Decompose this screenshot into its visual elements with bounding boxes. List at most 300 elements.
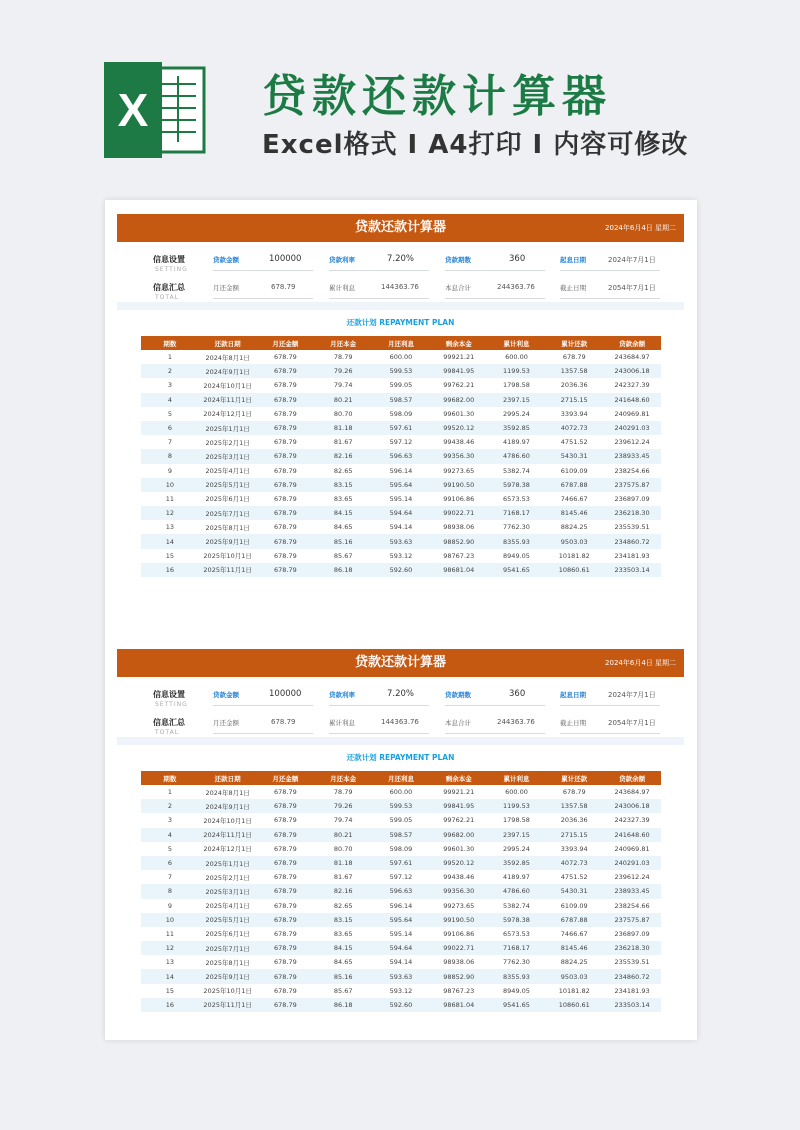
monthly-key: 月还金额 xyxy=(213,719,239,727)
table-cell: 98852.90 xyxy=(430,534,488,548)
table-cell: 2036.36 xyxy=(545,378,603,392)
loan-amount-key: 贷款金额 xyxy=(213,256,239,264)
table-cell: 2 xyxy=(141,364,199,378)
table-cell: 240291.03 xyxy=(603,856,661,870)
table-cell: 1798.58 xyxy=(488,378,546,392)
start-date-key: 起息日期 xyxy=(560,691,586,699)
table-cell: 595.14 xyxy=(372,927,430,941)
table-cell: 99273.65 xyxy=(430,899,488,913)
plan-title: 还款计划 REPAYMENT PLAN xyxy=(346,753,455,762)
table-cell: 240291.03 xyxy=(603,421,661,435)
table-cell: 599.05 xyxy=(372,813,430,827)
table-cell: 7466.67 xyxy=(545,492,603,506)
table-cell: 8145.46 xyxy=(545,506,603,520)
table-cell: 594.64 xyxy=(372,941,430,955)
start-date-cell[interactable] xyxy=(560,685,660,706)
total-sub: TOTAL xyxy=(155,729,180,736)
table-cell: 236218.30 xyxy=(603,941,661,955)
table-cell: 11 xyxy=(141,492,199,506)
table-cell: 10 xyxy=(141,478,199,492)
loan-amount-value: 100000 xyxy=(269,689,302,699)
table-cell: 8 xyxy=(141,449,199,463)
table-cell: 2024年8月1日 xyxy=(199,350,257,364)
table-cell: 241648.60 xyxy=(603,393,661,407)
interest-cell xyxy=(329,278,429,299)
loan-term-cell[interactable] xyxy=(445,250,545,271)
column-header: 月还本金 xyxy=(314,336,372,350)
end-date-value: 2054年7月1日 xyxy=(608,719,656,727)
table-cell: 99921.21 xyxy=(430,785,488,799)
loan-term-cell[interactable] xyxy=(445,685,545,706)
repayment-table xyxy=(141,771,661,1012)
table-cell: 78.79 xyxy=(314,350,372,364)
table-cell: 99841.95 xyxy=(430,799,488,813)
table-cell: 80.70 xyxy=(314,407,372,421)
table-cell: 678.79 xyxy=(257,785,315,799)
table-cell: 2024年9月1日 xyxy=(199,364,257,378)
table-cell: 79.74 xyxy=(314,378,372,392)
table-cell: 235539.51 xyxy=(603,955,661,969)
loan-term-key: 贷款期数 xyxy=(445,256,471,264)
table-cell: 234860.72 xyxy=(603,969,661,983)
table-cell: 238254.66 xyxy=(603,899,661,913)
table-cell: 594.64 xyxy=(372,506,430,520)
loan-amount-value: 100000 xyxy=(269,254,302,264)
table-cell: 6 xyxy=(141,856,199,870)
table-cell: 83.15 xyxy=(314,913,372,927)
table-cell: 678.79 xyxy=(257,364,315,378)
table-row xyxy=(141,449,661,463)
table-cell: 597.61 xyxy=(372,856,430,870)
table-cell: 2025年10月1日 xyxy=(199,549,257,563)
table-cell: 3592.85 xyxy=(488,421,546,435)
loan-rate-cell[interactable] xyxy=(329,250,429,271)
table-cell: 82.65 xyxy=(314,464,372,478)
table-row xyxy=(141,799,661,813)
table-body xyxy=(141,350,661,577)
table-row xyxy=(141,870,661,884)
sheet-date: 2024年6月4日 星期二 xyxy=(605,659,676,667)
table-cell: 85.16 xyxy=(314,534,372,548)
table-cell: 594.14 xyxy=(372,520,430,534)
table-cell: 79.26 xyxy=(314,799,372,813)
table-cell: 2024年11月1日 xyxy=(199,828,257,842)
table-cell: 2025年2月1日 xyxy=(199,435,257,449)
table-cell: 85.16 xyxy=(314,969,372,983)
settings-sub: SETTING xyxy=(155,701,188,708)
table-cell: 98852.90 xyxy=(430,969,488,983)
table-cell: 80.21 xyxy=(314,393,372,407)
table-cell: 7762.30 xyxy=(488,520,546,534)
table-cell: 234860.72 xyxy=(603,534,661,548)
table-cell: 10181.82 xyxy=(545,549,603,563)
table-cell: 678.79 xyxy=(257,506,315,520)
start-date-cell[interactable] xyxy=(560,250,660,271)
table-cell: 2715.15 xyxy=(545,393,603,407)
end-date-key: 截止日期 xyxy=(560,719,586,727)
table-cell: 234181.93 xyxy=(603,549,661,563)
table-cell: 233503.14 xyxy=(603,563,661,577)
table-cell: 2025年8月1日 xyxy=(199,955,257,969)
table-cell: 593.63 xyxy=(372,969,430,983)
table-cell: 8949.05 xyxy=(488,984,546,998)
total-label: 信息汇总 xyxy=(153,718,185,727)
table-cell: 678.79 xyxy=(257,520,315,534)
table-cell: 2025年10月1日 xyxy=(199,984,257,998)
table-cell: 5430.31 xyxy=(545,449,603,463)
table-row xyxy=(141,350,661,364)
table-cell: 10860.61 xyxy=(545,998,603,1012)
table-row xyxy=(141,393,661,407)
table-cell: 599.53 xyxy=(372,364,430,378)
table-cell: 13 xyxy=(141,520,199,534)
table-cell: 3592.85 xyxy=(488,856,546,870)
table-cell: 7 xyxy=(141,870,199,884)
table-row xyxy=(141,520,661,534)
settings-row xyxy=(117,250,684,278)
table-cell: 599.05 xyxy=(372,378,430,392)
table-cell: 78.79 xyxy=(314,785,372,799)
table-cell: 598.09 xyxy=(372,842,430,856)
table-cell: 600.00 xyxy=(372,350,430,364)
table-cell: 99273.65 xyxy=(430,464,488,478)
interest-value: 144363.76 xyxy=(381,283,419,291)
table-cell: 238933.45 xyxy=(603,449,661,463)
table-cell: 599.53 xyxy=(372,799,430,813)
table-cell: 597.12 xyxy=(372,870,430,884)
table-cell: 5430.31 xyxy=(545,884,603,898)
table-cell: 84.15 xyxy=(314,941,372,955)
page-title: 贷款还款计算器 xyxy=(262,71,612,122)
table-row xyxy=(141,984,661,998)
table-cell: 4189.97 xyxy=(488,435,546,449)
table-cell: 8355.93 xyxy=(488,969,546,983)
table-cell: 9503.03 xyxy=(545,534,603,548)
table-cell: 8355.93 xyxy=(488,534,546,548)
table-cell: 99601.30 xyxy=(430,407,488,421)
loan-rate-cell[interactable] xyxy=(329,685,429,706)
table-cell: 1357.58 xyxy=(545,364,603,378)
table-cell: 11 xyxy=(141,927,199,941)
monthly-cell xyxy=(213,278,313,299)
table-cell: 2397.15 xyxy=(488,828,546,842)
excel-logo-icon xyxy=(102,62,208,158)
table-cell: 238254.66 xyxy=(603,464,661,478)
monthly-value: 678.79 xyxy=(271,283,296,291)
table-cell: 235539.51 xyxy=(603,520,661,534)
table-cell: 79.74 xyxy=(314,813,372,827)
table-cell: 8949.05 xyxy=(488,549,546,563)
table-cell: 2025年2月1日 xyxy=(199,870,257,884)
table-cell: 1199.53 xyxy=(488,799,546,813)
table-cell: 83.15 xyxy=(314,478,372,492)
table-cell: 678.79 xyxy=(257,449,315,463)
table-row xyxy=(141,464,661,478)
table-cell: 597.61 xyxy=(372,421,430,435)
table-row xyxy=(141,884,661,898)
sheet-header xyxy=(117,214,684,242)
table-cell: 594.14 xyxy=(372,955,430,969)
table-cell: 2025年7月1日 xyxy=(199,506,257,520)
table-cell: 2025年3月1日 xyxy=(199,449,257,463)
column-header: 月还金额 xyxy=(257,771,315,785)
table-cell: 598.09 xyxy=(372,407,430,421)
column-header: 累计利息 xyxy=(488,336,546,350)
end-date-value: 2054年7月1日 xyxy=(608,284,656,292)
table-cell: 6573.53 xyxy=(488,927,546,941)
table-cell: 236897.09 xyxy=(603,927,661,941)
table-cell: 678.79 xyxy=(257,828,315,842)
table-row xyxy=(141,899,661,913)
table-cell: 678.79 xyxy=(257,799,315,813)
table-cell: 4786.60 xyxy=(488,884,546,898)
table-cell: 2 xyxy=(141,799,199,813)
table-cell: 678.79 xyxy=(257,563,315,577)
table-cell: 81.67 xyxy=(314,435,372,449)
table-cell: 85.67 xyxy=(314,549,372,563)
table-cell: 82.65 xyxy=(314,899,372,913)
table-cell: 9541.65 xyxy=(488,563,546,577)
table-cell: 2025年11月1日 xyxy=(199,563,257,577)
table-cell: 99762.21 xyxy=(430,378,488,392)
loan-term-value: 360 xyxy=(509,254,526,264)
table-cell: 84.65 xyxy=(314,955,372,969)
table-cell: 99438.46 xyxy=(430,435,488,449)
table-cell: 7168.17 xyxy=(488,506,546,520)
table-cell: 598.57 xyxy=(372,828,430,842)
table-row xyxy=(141,421,661,435)
page-subtitle: Excel格式 I A4打印 I 内容可修改 xyxy=(262,130,689,160)
monthly-value: 678.79 xyxy=(271,718,296,726)
table-row xyxy=(141,378,661,392)
plan-title: 还款计划 REPAYMENT PLAN xyxy=(346,318,455,327)
monthly-cell xyxy=(213,713,313,734)
table-row xyxy=(141,364,661,378)
table-cell: 678.79 xyxy=(257,813,315,827)
table-cell: 5978.38 xyxy=(488,913,546,927)
table-cell: 81.67 xyxy=(314,870,372,884)
table-cell: 4 xyxy=(141,393,199,407)
column-header: 剩余本金 xyxy=(430,336,488,350)
table-cell: 86.18 xyxy=(314,998,372,1012)
table-cell: 80.21 xyxy=(314,828,372,842)
table-cell: 5978.38 xyxy=(488,478,546,492)
sheet-header xyxy=(117,649,684,677)
paper xyxy=(105,200,697,1040)
start-date-key: 起息日期 xyxy=(560,256,586,264)
table-cell: 4189.97 xyxy=(488,870,546,884)
table-cell: 595.14 xyxy=(372,492,430,506)
table-cell: 2025年3月1日 xyxy=(199,884,257,898)
column-header: 贷款余额 xyxy=(603,771,661,785)
table-cell: 84.15 xyxy=(314,506,372,520)
interest-key: 累计利息 xyxy=(329,719,355,727)
table-cell: 2024年10月1日 xyxy=(199,813,257,827)
table-cell: 1 xyxy=(141,350,199,364)
table-cell: 240969.81 xyxy=(603,407,661,421)
start-date-value: 2024年7月1日 xyxy=(608,691,656,699)
table-cell: 85.67 xyxy=(314,984,372,998)
column-header: 月还利息 xyxy=(372,771,430,785)
table-row xyxy=(141,842,661,856)
table-cell: 678.79 xyxy=(257,955,315,969)
table-cell: 9 xyxy=(141,464,199,478)
table-cell: 234181.93 xyxy=(603,984,661,998)
table-cell: 99921.21 xyxy=(430,350,488,364)
table-cell: 81.18 xyxy=(314,856,372,870)
table-cell: 9541.65 xyxy=(488,998,546,1012)
table-row xyxy=(141,941,661,955)
table-cell: 237575.87 xyxy=(603,913,661,927)
total-sub: TOTAL xyxy=(155,294,180,301)
table-cell: 678.79 xyxy=(257,549,315,563)
interest-value: 144363.76 xyxy=(381,718,419,726)
start-date-value: 2024年7月1日 xyxy=(608,256,656,264)
loan-amount-cell[interactable] xyxy=(213,685,313,706)
table-cell: 596.63 xyxy=(372,884,430,898)
column-header: 月还利息 xyxy=(372,336,430,350)
table-cell: 593.12 xyxy=(372,984,430,998)
table-cell: 678.79 xyxy=(257,899,315,913)
table-row xyxy=(141,828,661,842)
table-body xyxy=(141,785,661,1012)
end-date-cell xyxy=(560,713,660,734)
table-cell: 99520.12 xyxy=(430,421,488,435)
total-row xyxy=(117,713,684,741)
table-cell: 99190.50 xyxy=(430,913,488,927)
table-cell: 2025年6月1日 xyxy=(199,492,257,506)
column-header: 还款日期 xyxy=(199,336,257,350)
table-row xyxy=(141,478,661,492)
table-cell: 2025年1月1日 xyxy=(199,421,257,435)
table-cell: 596.63 xyxy=(372,449,430,463)
column-header: 月还金额 xyxy=(257,336,315,350)
table-cell: 5382.74 xyxy=(488,899,546,913)
table-cell: 2025年6月1日 xyxy=(199,927,257,941)
table-cell: 236218.30 xyxy=(603,506,661,520)
table-cell: 597.12 xyxy=(372,435,430,449)
column-header: 期数 xyxy=(141,336,199,350)
table-cell: 5 xyxy=(141,407,199,421)
table-cell: 82.16 xyxy=(314,449,372,463)
table-cell: 4072.73 xyxy=(545,421,603,435)
table-cell: 79.26 xyxy=(314,364,372,378)
table-cell: 98681.04 xyxy=(430,563,488,577)
table-cell: 3393.94 xyxy=(545,842,603,856)
table-row xyxy=(141,813,661,827)
table-cell: 6 xyxy=(141,421,199,435)
table-cell: 678.79 xyxy=(257,969,315,983)
table-cell: 99520.12 xyxy=(430,856,488,870)
loan-rate-key: 贷款利率 xyxy=(329,256,355,264)
loan-amount-key: 贷款金额 xyxy=(213,691,239,699)
table-cell: 13 xyxy=(141,955,199,969)
column-header: 期数 xyxy=(141,771,199,785)
sheet-title: 贷款还款计算器 xyxy=(354,655,446,670)
table-cell: 2715.15 xyxy=(545,828,603,842)
table-cell: 80.70 xyxy=(314,842,372,856)
table-row xyxy=(141,506,661,520)
monthly-key: 月还金额 xyxy=(213,284,239,292)
table-cell: 14 xyxy=(141,969,199,983)
table-cell: 8824.25 xyxy=(545,520,603,534)
table-cell: 240969.81 xyxy=(603,842,661,856)
loan-rate-key: 贷款利率 xyxy=(329,691,355,699)
table-cell: 1 xyxy=(141,785,199,799)
principal-total-cell xyxy=(445,278,545,299)
table-cell: 4786.60 xyxy=(488,449,546,463)
loan-rate-value: 7.20% xyxy=(387,254,415,264)
table-cell: 10 xyxy=(141,913,199,927)
table-cell: 678.79 xyxy=(257,393,315,407)
table-cell: 99356.30 xyxy=(430,449,488,463)
column-header: 月还本金 xyxy=(314,771,372,785)
table-cell: 4751.52 xyxy=(545,870,603,884)
repayment-table xyxy=(141,336,661,577)
table-cell: 243006.18 xyxy=(603,799,661,813)
table-cell: 2024年8月1日 xyxy=(199,785,257,799)
settings-sub: SETTING xyxy=(155,266,188,273)
table-row xyxy=(141,563,661,577)
table-cell: 238933.45 xyxy=(603,884,661,898)
table-cell: 600.00 xyxy=(488,785,546,799)
table-row xyxy=(141,927,661,941)
table-cell: 99762.21 xyxy=(430,813,488,827)
table-cell: 600.00 xyxy=(488,350,546,364)
table-cell: 3 xyxy=(141,813,199,827)
table-cell: 98767.23 xyxy=(430,984,488,998)
table-cell: 2024年11月1日 xyxy=(199,393,257,407)
table-cell: 595.64 xyxy=(372,478,430,492)
table-cell: 99682.00 xyxy=(430,393,488,407)
table-cell: 678.79 xyxy=(257,350,315,364)
table-cell: 14 xyxy=(141,534,199,548)
table-cell: 10860.61 xyxy=(545,563,603,577)
table-cell: 237575.87 xyxy=(603,478,661,492)
interest-key: 累计利息 xyxy=(329,284,355,292)
table-row xyxy=(141,913,661,927)
column-header: 累计还款 xyxy=(545,771,603,785)
table-cell: 2025年7月1日 xyxy=(199,941,257,955)
table-row xyxy=(141,435,661,449)
table-cell: 9 xyxy=(141,899,199,913)
column-header: 累计利息 xyxy=(488,771,546,785)
table-cell: 99356.30 xyxy=(430,884,488,898)
table-cell: 12 xyxy=(141,506,199,520)
table-cell: 678.79 xyxy=(257,464,315,478)
table-cell: 99106.86 xyxy=(430,492,488,506)
table-cell: 678.79 xyxy=(257,927,315,941)
table-cell: 596.14 xyxy=(372,464,430,478)
table-row xyxy=(141,549,661,563)
table-cell: 678.79 xyxy=(257,534,315,548)
table-cell: 592.60 xyxy=(372,998,430,1012)
table-cell: 6787.88 xyxy=(545,913,603,927)
table-cell: 1357.58 xyxy=(545,799,603,813)
table-cell: 7762.30 xyxy=(488,955,546,969)
table-cell: 99841.95 xyxy=(430,364,488,378)
table-cell: 2025年5月1日 xyxy=(199,478,257,492)
table-cell: 236897.09 xyxy=(603,492,661,506)
table-cell: 2025年4月1日 xyxy=(199,464,257,478)
loan-amount-cell[interactable] xyxy=(213,250,313,271)
table-cell: 10181.82 xyxy=(545,984,603,998)
settings-label: 信息设置 xyxy=(153,690,185,699)
table-cell: 99022.71 xyxy=(430,941,488,955)
table-cell: 241648.60 xyxy=(603,828,661,842)
table-cell: 2025年8月1日 xyxy=(199,520,257,534)
table-cell: 678.79 xyxy=(257,421,315,435)
